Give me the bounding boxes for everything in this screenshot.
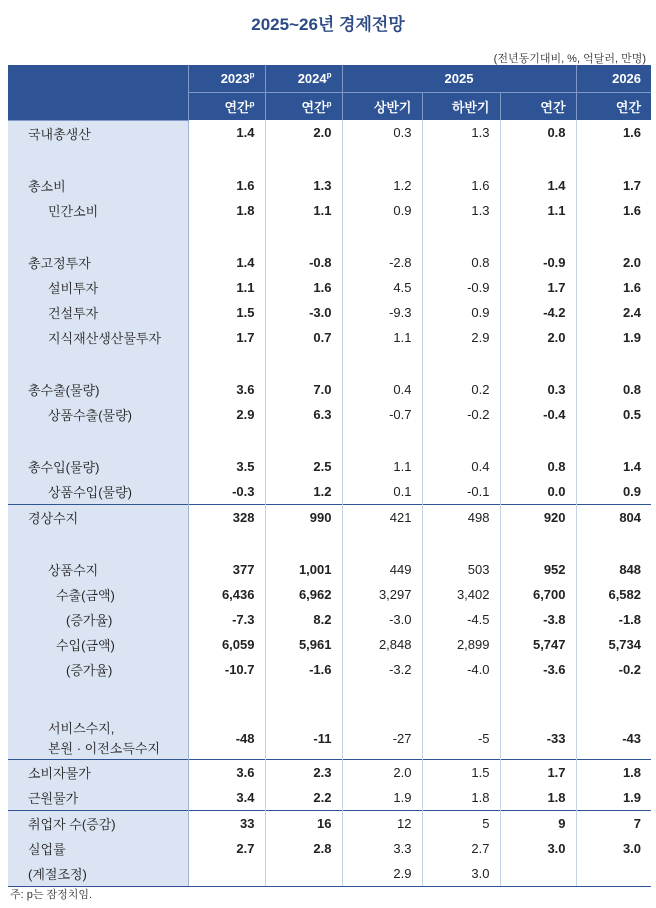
cell: -4.2 [500,300,576,325]
cell: 328 [188,504,265,530]
header-2026: 2026 [576,65,651,93]
cell: 3.3 [342,836,422,861]
cell: 0.8 [500,120,576,146]
header-2026-annual: 연간 [576,93,651,121]
header-2025-second-half: 하반기 [422,93,500,121]
cell: 1.1 [265,198,342,223]
cell: 990 [265,504,342,530]
table-row [8,719,651,760]
cell: 8.2 [265,607,342,632]
cell: -0.2 [618,661,642,677]
cell: 377 [188,557,265,582]
table-row [8,454,651,479]
cell: 2.5 [265,454,342,479]
cell: 0.9 [422,300,500,325]
cell: 1.9 [342,785,422,811]
table-row [8,198,651,223]
cell: -48 [188,719,265,760]
cell: 449 [342,557,422,582]
cell: 503 [422,557,500,582]
cell: 0.4 [422,454,500,479]
table-row [8,325,651,350]
cell: 1.4 [622,458,642,474]
cell: 0.7 [265,325,342,350]
row-label: 수출(금액) [8,582,188,607]
cell: 4.5 [342,275,422,300]
row-label: 총소비 [8,173,188,198]
cell: 3.0 [422,861,500,887]
cell: 1.5 [188,300,265,325]
cell: 1.1 [342,325,422,350]
header-2024-annual: 연간$^p$ [265,93,342,121]
cell: 6.3 [265,402,342,427]
cell: 0.4 [342,377,422,402]
cell: 0.1 [342,479,422,505]
row-label: 총수출(물량) [8,377,188,402]
cell: 2.2 [265,785,342,811]
cell: -3.8 [500,607,576,632]
cell: 7 [576,810,651,836]
cell: 1.3 [265,173,342,198]
cell: -0.9 [422,275,500,300]
cell: 0.2 [422,377,500,402]
header-2025-first-half: 상반기 [342,93,422,121]
row-label: 총고정투자 [8,250,188,275]
table-row [8,402,651,427]
header-corner [8,65,188,120]
cell: 0.3 [342,120,422,146]
cell: 1.9 [622,329,642,345]
cell: 5,734 [608,636,642,652]
row-label: 지식재산생산물투자 [8,325,188,350]
cell: 12 [342,810,422,836]
row-label: 소비자물가 [8,759,188,785]
cell: 1.7 [500,275,576,300]
cell: 1.7 [622,177,642,193]
header-2023-annual: 연간$^p$ [188,93,265,121]
row-label-line2: 본원 · 이전소득수지 [48,740,161,756]
cell [500,861,576,887]
cell: 2,848 [342,632,422,657]
cell: 3.6 [188,759,265,785]
unit-note: (전년동기대비, %, 억달러, 만명) [493,53,646,65]
cell: 33 [188,810,265,836]
cell: 498 [422,504,500,530]
cell: 2.9 [422,325,500,350]
cell: -0.7 [342,402,422,427]
cell: 1.3 [422,198,500,223]
spacer-row [8,530,651,557]
cell: -9.3 [342,300,422,325]
cell: -43 [622,731,642,746]
cell: 1.4 [188,120,265,146]
cell: 1.6 [422,173,500,198]
cell: 1.3 [422,120,500,146]
cell: 6,962 [265,582,342,607]
table-row [8,120,651,146]
cell: 1.1 [500,198,576,223]
row-label: (계절조정) [8,861,188,887]
cell: -27 [342,719,422,760]
row-label: 경상수지 [8,504,188,530]
cell: 3.6 [188,377,265,402]
cell: 1.7 [500,759,576,785]
spacer-row [8,427,651,454]
spacer-row [8,223,651,250]
cell: -5 [422,719,500,760]
cell: -7.3 [188,607,265,632]
header-2023: 2023$^p$ [188,65,265,93]
table-row [8,759,651,785]
footnote: 주: p는 잠정치임. [10,889,93,901]
cell: 0.8 [622,381,642,397]
cell: 6,700 [500,582,576,607]
spacer-row [8,146,651,173]
cell: 0.8 [422,250,500,275]
header-2025: 2025 [342,65,576,93]
cell: 2.8 [265,836,342,861]
cell [188,861,265,887]
cell: 2.7 [422,836,500,861]
cell: 2.7 [188,836,265,861]
cell: -3.0 [342,607,422,632]
table-row [8,582,651,607]
cell: 2.9 [188,402,265,427]
cell: 1.9 [622,789,642,805]
forecast-table [8,65,651,887]
cell: -0.3 [188,479,265,505]
cell: 952 [500,557,576,582]
cell: -3.0 [265,300,342,325]
row-label: 상품수입(물량) [8,479,188,505]
table-row [8,810,651,836]
cell: -0.1 [422,479,500,505]
cell: 2.3 [265,759,342,785]
cell: -0.8 [265,250,342,275]
cell: 1.8 [576,759,651,785]
cell: 1.8 [500,785,576,811]
cell: -3.6 [500,657,576,682]
row-label: 상품수출(물량) [8,402,188,427]
table-row [8,173,651,198]
row-label: 민간소비 [8,198,188,223]
cell: 2,899 [422,632,500,657]
cell: 3.5 [188,454,265,479]
cell: 6,582 [608,586,642,602]
row-label: 건설투자 [8,300,188,325]
row-label: 설비투자 [8,275,188,300]
header-2024: 2024$^p$ [265,65,342,93]
cell: 1.8 [422,785,500,811]
cell: -33 [500,719,576,760]
cell [265,861,342,887]
cell: 804 [576,504,651,530]
cell: 421 [342,504,422,530]
cell: 1.6 [622,202,642,218]
table-row [8,557,651,582]
cell: 3.0 [622,840,642,856]
row-label-line1: 서비스수지, [48,720,115,736]
row-label: 총수입(물량) [8,454,188,479]
cell: 2.4 [622,304,642,320]
row-label: (증가율) [8,607,188,632]
table-row [8,836,651,861]
cell: 1.6 [622,125,642,141]
cell: 1,001 [265,557,342,582]
cell: -0.9 [500,250,576,275]
cell: -11 [265,719,342,760]
cell: 7.0 [265,377,342,402]
cell: 1.6 [188,173,265,198]
row-label: 수입(금액) [8,632,188,657]
cell: -3.2 [342,657,422,682]
row-label [8,719,188,760]
cell: 1.2 [265,479,342,505]
row-label: 실업률 [8,836,188,861]
cell: 5,961 [265,632,342,657]
cell: 1.7 [188,325,265,350]
cell: 1.4 [188,250,265,275]
cell: -4.5 [422,607,500,632]
cell: 1.6 [265,275,342,300]
cell: 0.0 [500,479,576,505]
cell: -10.7 [188,657,265,682]
cell: 0.9 [622,483,642,499]
cell: 3.4 [188,785,265,811]
cell: 1.6 [622,279,642,295]
row-label: 국내총생산 [8,120,188,146]
cell: 3,402 [422,582,500,607]
cell: 2.0 [265,120,342,146]
row-label: 상품수지 [8,557,188,582]
table-row [8,785,651,811]
row-label: (증가율) [8,657,188,682]
table-row [8,657,651,682]
cell: 6,436 [188,582,265,607]
row-label: 취업자 수(증감) [8,810,188,836]
cell: 2.9 [342,861,422,887]
cell: 1.5 [422,759,500,785]
cell [576,861,651,887]
table-row [8,861,651,887]
cell: -0.2 [422,402,500,427]
cell: 1.1 [342,454,422,479]
row-label: 근원물가 [8,785,188,811]
cell: 0.8 [500,454,576,479]
cell: 0.5 [622,406,642,422]
cell: 2.0 [622,254,642,270]
table-row [8,632,651,657]
spacer-row [8,350,651,377]
table-row [8,607,651,632]
cell: -1.8 [618,611,642,627]
cell: -4.0 [422,657,500,682]
cell: 5 [422,810,500,836]
cell: 0.9 [342,198,422,223]
cell: -0.4 [500,402,576,427]
cell: 6,059 [188,632,265,657]
cell: 848 [619,561,642,577]
cell: 920 [500,504,576,530]
header-2025-annual: 연간 [500,93,576,121]
spacer-row [8,682,651,719]
cell: 0.3 [500,377,576,402]
cell: 3,297 [342,582,422,607]
cell: -2.8 [342,250,422,275]
table-row [8,479,651,505]
cell: 16 [265,810,342,836]
cell: 1.8 [188,198,265,223]
table-row [8,377,651,402]
cell: 9 [500,810,576,836]
cell: 1.1 [188,275,265,300]
cell: 1.4 [500,173,576,198]
table-row [8,504,651,530]
cell: 3.0 [500,836,576,861]
cell: 5,747 [500,632,576,657]
cell: 1.2 [342,173,422,198]
cell: -1.6 [265,657,342,682]
table-row [8,250,651,275]
cell: 2.0 [500,325,576,350]
page-title: 2025~26년 경제전망 [251,15,405,34]
table-row [8,300,651,325]
table-row [8,275,651,300]
cell: 2.0 [342,759,422,785]
